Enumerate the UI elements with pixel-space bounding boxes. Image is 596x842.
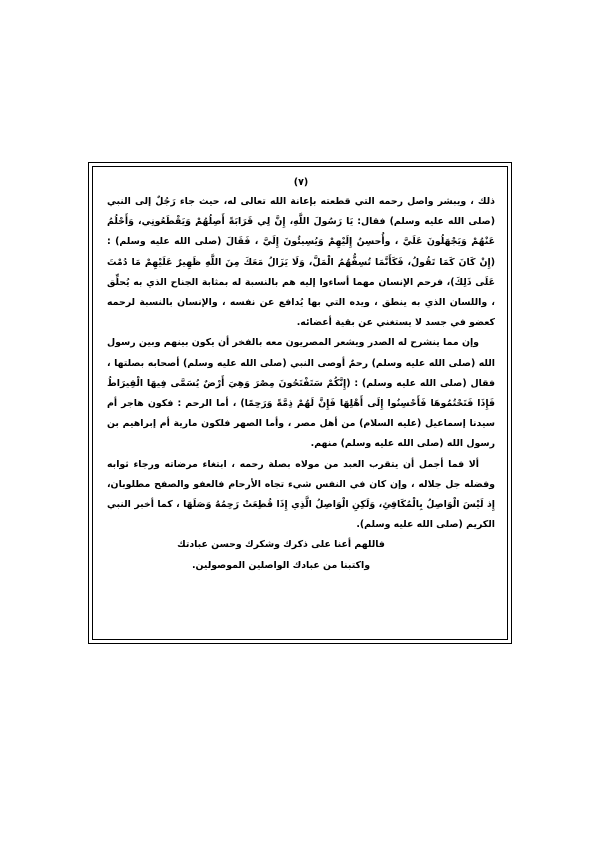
closing-line-1: فاللهم أعنا على ذكرك وشكرك وحسن عبادتك	[177, 539, 385, 551]
paragraph-2: وإن مما ينشرح له الصدر ويشعر المصريون معه بالفخر أن يكون بينهم وبين رسول الله (صلى الله عليه وسلم) رحمٌ أوصى النبي (صلى الله عليه وسلم) أصحابه بصلتها ، فقال (صلى الله عليه وسلم) : (إِنَّكُمْ سَتَفْتَحُونَ مِصْرَ وَهِيَ أَرْضٌ يُسَمَّى فِيهَا الْقِيرَاطُ فَإِذَا فَتَحْتُمُوهَا فَأَحْسِنُوا إِلَى أَهْلِهَا فَإِنَّ لَهُمْ ذِمَّةً وَرَحِمًا) ، أما الرحم : فكون هاجر أم سيدنا إسماعيل (عليه السلام) من أهل مصر ، وأما الصهر فلكون مارية أم إبراهيم بن رسول الله (صلى الله عليه وسلم) منهم.	[107, 337, 495, 450]
paragraph-1: ذلك ، ويبشر واصل رحمه التي قطعته بإعانة الله تعالى له، حيث جاء رَجُلٌ إلى النبي (صلى الله عليه وسلم) فقال: يَا رَسُولَ اللَّهِ، إِنَّ لِي قَرَابَةً أَصِلُهُمْ وَيَقْطَعُونِي، وَأَحْلُمُ عَنْهُمْ وَيَجْهَلُونَ عَلَيَّ ، وأُحسِنُ إِلَيْهِمْ وَيُسِيئُونَ إِلَيَّ ، فَقَالَ (صلى الله عليه وسلم) : (إِنْ كَانَ كَمَا تَقُولُ، فَكَأَنَّمَا تُسِفُّهُمُ الْمَلَّ، وَلَا يَزَالُ مَعَكَ مِنَ اللَّهِ ظَهِيرٌ عَلَيْهِمْ مَا دُمْتَ عَلَى ذَلِكَ)، فرحم الإنسان مهما أساءوا إليه هم بالنسبة له بمثابة الجناح الذي به يُحلِّق ، واللسان الذي به ينطق ، ويده التي بها يُدافع عن نفسه ، والإنسان بالنسبة لرحمه كعضو في جسد لا يستغني عن بقية أعضائه.	[107, 196, 495, 329]
page-number: (٧)	[293, 177, 309, 188]
page-content-box	[92, 166, 508, 640]
closing-line-2: واكتبنا من عبادك الواصلين الموصولين.	[191, 559, 371, 571]
paragraph-3: ألا فما أجمل أن يتقرب العبد من مولاه بصلة رحمه ، ابتغاء مرضاته ورجاء ثوابه وفضله جل جلاله ، وإن كان في النفس شيء تجاه الأرحام فالعفو والصفح مطلوبان، إِذ لَيْسَ الْوَاصِلُ بِالْمُكَافِئِ، وَلَكِنِ الْوَاصِلُ الَّذِي إِذَا قُطِعَتْ رَحِمُهُ وَصَلَهَا ، كما أخبر النبي الكريم (صلى الله عليه وسلم).	[107, 458, 495, 531]
